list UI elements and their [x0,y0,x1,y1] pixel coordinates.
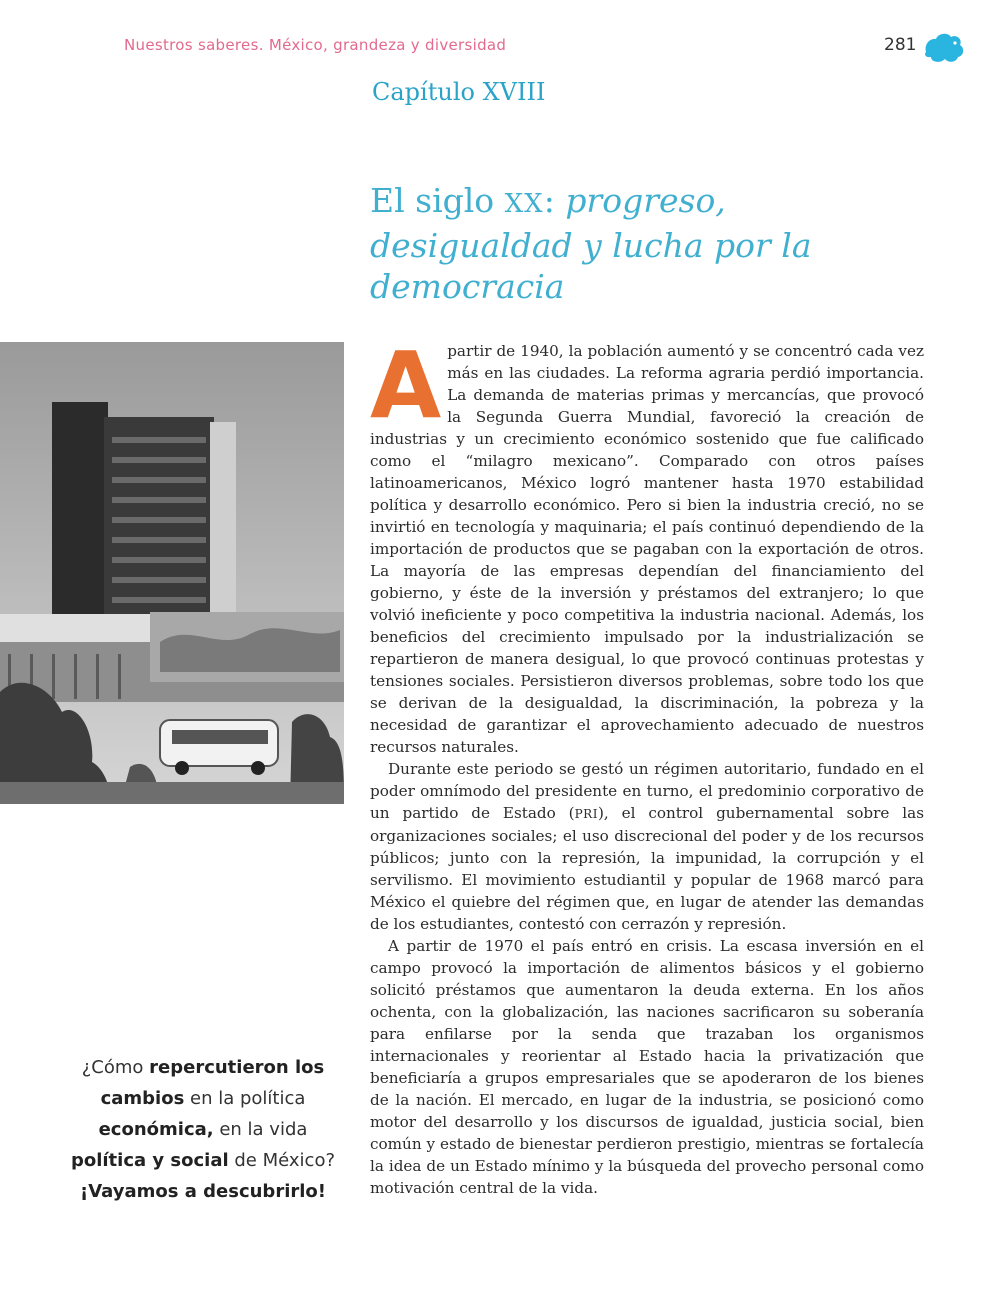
drop-cap: A [370,332,442,439]
paragraph-1-text: partir de 1940, la población aumentó y se concentró cada vez más en las ciudades. La reforma agraria perdió importancia. La demanda de materias primas y mercancías, que provocó la Segunda Guerra Mundial, favoreció la creación de industrias y un crecimiento económico sostenido que fue calificado como el “milagro mexicano”. Comparado con otros países latinoamericanos, México logró mantener hasta 1970 estabilidad política y desarrollo económico. Pero si bien la industria creció, no se invirtió en tecnología y maquinaria; el país continuó dependiendo de la importación de productos que se pagaban con la exportación de otros. La mayoría de las empresas dependían del financiamiento del gobierno, y éste de la inversión y préstamos del extranjero; lo que volvió ineficiente y poco competitiva la industria nacional. Además, los beneficios del crecimiento impulsado por la industrialización se repartieron de manera desigual, lo que provocó continuas protestas y tensiones sociales. Persistieron diversos problemas, sobre todo los que se derivan de la desigualdad, la discriminación, la pobreza y la necesidad de garantizar el aprovechamiento adecuado de nuestros recursos naturales. [370,342,924,756]
chapter-title [370,180,830,307]
body-text [370,332,924,1199]
running-header: Nuestros saberes. México, grandeza y diversidad [124,36,507,54]
paragraph-2 [370,758,924,935]
paragraph-2-text-a: Durante este periodo se gestó un régimen autoritario, fundado en el poder omnímodo del presidente en turno, el predominio corporativo de un partido de Estado ( [370,760,924,822]
page-number: 281 [884,35,917,55]
q-text-1: ¿Cómo [81,1057,150,1078]
q-bold-3: política y social [70,1150,229,1171]
paragraph-1 [370,332,924,758]
chapter-label: Capítulo XVIII [372,78,546,106]
q-text-3: en la vida [213,1119,308,1140]
q-text-4: de México? [228,1150,336,1171]
guiding-question [62,1052,344,1207]
page-blob-icon [922,30,966,66]
title-plain: El siglo [370,181,505,220]
party-acronym: PRI [574,807,598,821]
building-photo [0,342,344,804]
paragraph-2-text-b: ), el control gubernamental sobre las organizaciones sociales; el uso discrecional del poder y de los recursos públicos; junto con la represión, la impunidad, la corrupción y el servilismo. El movimiento estudiantil y popular de 1968 marcó para México el quiebre del régimen que, en lugar de atender las demandas de los estudiantes, contestó con cerrazón y represión. [370,804,924,933]
title-italic: progreso, desigualdad y lucha por la democracia [370,181,812,306]
q-bold-4: ¡Vayamos a descubrirlo! [80,1181,326,1202]
q-bold-1: repercutieron los cambios [100,1057,325,1109]
title-century: XX [504,189,544,219]
q-bold-2: económica, [98,1119,214,1140]
q-text-2: en la política [184,1088,306,1109]
paragraph-3: A partir de 1970 el país entró en crisis. La escasa inversión en el campo provocó la importación de alimentos básicos y el gobierno solicitó préstamos que aumentaron la deuda externa. En los años ochenta, con la globalización, las naciones sacrificaron su soberanía para enfilarse por la senda que trazaban los organismos internacionales y reorientar al Estado hacia la privatización que beneficiaría a grupos empresariales que se apoderaron de los bienes de la nación. El mercado, en lugar de la industria, se posicionó como motor del desarrollo y los discursos de igualdad, justicia social, bien común y estado de bienestar perdieron prestigio, mientras se fortalecía la idea de un Estado mínimo y la búsqueda del provecho personal como motivación central de la vida. [370,937,924,1197]
title-colon: : [543,181,566,220]
